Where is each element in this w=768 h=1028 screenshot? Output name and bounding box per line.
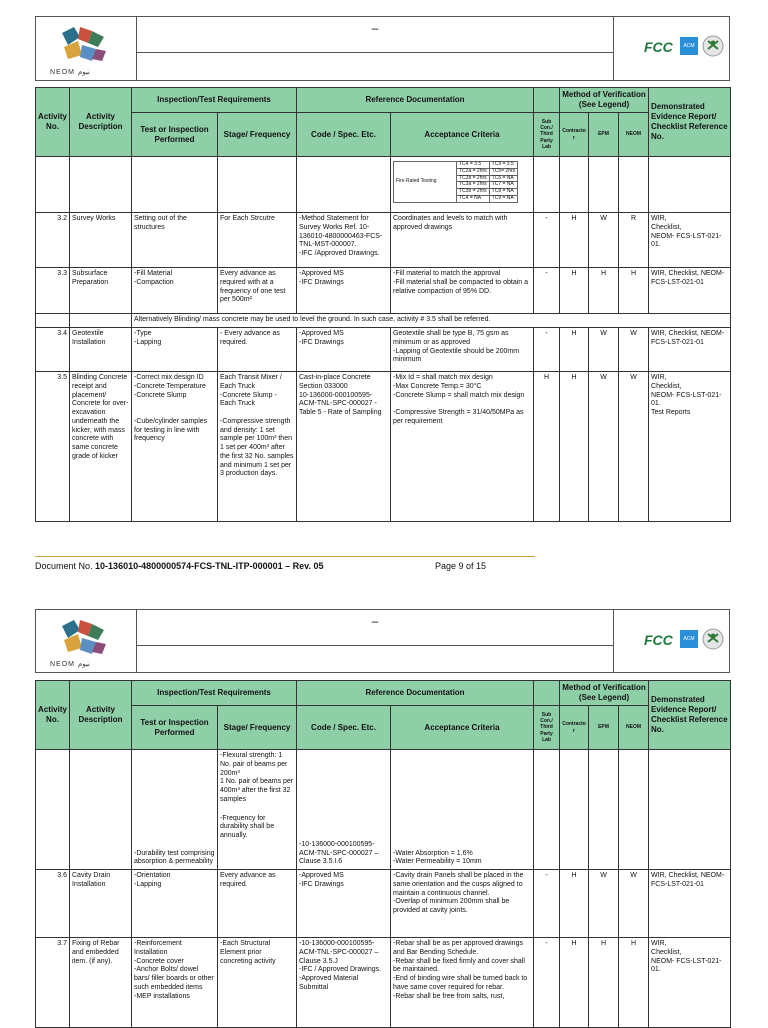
fcc-logo: FCC	[644, 39, 673, 55]
header-activity-no: Activity No.	[36, 88, 70, 157]
header-divider	[137, 52, 613, 53]
header-stage: Stage/ Frequency	[218, 706, 297, 750]
fire-rated-table: Fire Rated Testing TC4 = 3.5 TC9 = 3.5 TC2a = 2hrs TC5= 2hrs TC2b = 2hrs TC6 = NA TC3a = 2hrs TC7 = NA TC3b = 2hrs TC8 = NA TC4 = NA TC9 = NA	[393, 161, 518, 203]
neom-logo	[36, 610, 137, 672]
header-epm: EPM	[589, 706, 619, 750]
table-row: 3.7 Fixing of Rebar and embedded item. (if any). -Reinforcement Installation -Concrete cover -Anchor Bolts/ dowel bars/ filler boards or other such embedded items -MEP installations -Each Structural Element prior concreting activity -10-136000-000100595-ACM-TNL-SPC-000027 – Clause 3.5.J -IFC / Approved Drawings. -Approved Material Submittal -Rebar shall be as per approved drawings and Bar Bending Schedule. -Rebar shall be fixed firmly and cover shall be maintained. -End of binding wire shall be turned back to have same cover required for rebar. -Rebar shall be free from salts, rust, - H H H WIR, Checklist, NEOM- FCS-LST-021-01.	[36, 938, 731, 1028]
blinding-note: Alternatively Blinding/ mass concrete may be used to level the ground. In such case, activity # 3.5 shall be referred.	[132, 314, 731, 328]
table-note-row	[36, 314, 731, 328]
neom-label: NEOM نيوم	[50, 69, 90, 76]
header-method-group: Method of Verification (See Legend)	[560, 681, 649, 706]
header-activity-no: Activity No.	[36, 681, 70, 750]
header-code: Code / Spec. Etc.	[297, 113, 391, 157]
header-subcon: Sub Con./ Third Party Lab	[534, 706, 560, 750]
header-neom: NEOM	[619, 113, 649, 157]
header-inspection-group: Inspection/Test Requirements	[132, 88, 297, 113]
header-code: Code / Spec. Etc.	[297, 706, 391, 750]
table-row-continued	[36, 157, 731, 213]
header-acceptance: Acceptance Criteria	[391, 113, 534, 157]
footer-rule	[35, 556, 535, 557]
header-test: Test or Inspection Performed	[132, 113, 218, 157]
header-title: –	[371, 614, 379, 628]
header-reference-group: Reference Documentation	[297, 88, 534, 113]
header-contractor: Contractor	[560, 113, 589, 157]
table-row: 3.5 Blinding Concrete receipt and placement/ Concrete for over-excavation underneath the kicker, with mass concrete with same concrete grade of kicker -Correct mix design ID -Concrete Temperature -Concrete Slump -Cube/cylinder samples for testing in line with frequency Each Transit Mixer / Each Truck -Concrete Slump - Each Truck -Compressive strength and density: 1 set sample per 100m³ then 1 set per 400m³ after the first 32 No. samples and minimum 1 set per 3 production days. Cast-in-place Concrete Section 033000 10-136000-000100595-ACM-TNL-SPC-000027 - Table 5 - Rate of Sampling -Mix Id = shall match mix design -Max Concrete Temp.= 30°C -Concrete Slump = shall match mix design -Compressive Strength = 31/40/50MPa as per requirement H H W W WIR, Checklist, NEOM- FCS-LST-021-01. Test Reports	[36, 372, 731, 522]
table-row-continued: -Durability test comprising absorption & permeability -Flexural strength: 1 No. pair of beams per 200m³ 1 No. pair of beams per 400m³ after the first 32 samples -Frequency for durability shall be annually. -10-136000-000100595-ACM-TNL-SPC-000027 – Clause 3.5.I.6 -Water Absorption = 1.6% -Water Permeability = 10mm	[36, 750, 731, 870]
itp-table-page-1	[35, 87, 731, 522]
header-blank	[534, 681, 560, 706]
header-evidence: Demonstrated Evidence Report/ Checklist Reference No.	[649, 88, 731, 157]
header-title-cell	[137, 17, 614, 80]
header-subcon: Sub Con./ Third Party Lab	[534, 113, 560, 157]
neom-logo	[36, 17, 137, 80]
partner-logo: ACM	[680, 630, 698, 648]
header-inspection-group: Inspection/Test Requirements	[132, 681, 297, 706]
header-contractor: Contractor	[560, 706, 589, 750]
header-stage: Stage/ Frequency	[218, 113, 297, 157]
neom-logo-icon	[54, 616, 114, 660]
partner-logos	[614, 610, 729, 672]
header-neom: NEOM	[619, 706, 649, 750]
header-acceptance: Acceptance Criteria	[391, 706, 534, 750]
header-activity-desc: Activity Description	[70, 681, 132, 750]
neom-label: NEOM نيوم	[50, 661, 90, 668]
page-number: Page 9 of 15	[435, 561, 487, 571]
fire-rated-cell	[391, 157, 534, 213]
document-number: Document No. 10-136010-4800000574-FCS-TNL-ITP-000001 – Rev. 05	[35, 561, 324, 571]
fcc-logo: FCC	[644, 632, 673, 648]
table-row: 3.2 Survey Works Setting out of the structures For Each Strcutre -Method Statement for Survey Works Ref. 10-136010-4800000463-FCS-TNL-MST-000007. -IFC /Approved Drawings. Coordinates and levels to match with approved drawings - H W R WIR, Checklist, NEOM- FCS-LST-021-01.	[36, 213, 731, 268]
neom-logo-icon	[54, 23, 114, 67]
header-reference-group: Reference Documentation	[297, 681, 534, 706]
header-divider	[137, 645, 613, 646]
document-header	[35, 16, 730, 81]
saudi-emblem-icon	[702, 35, 724, 57]
header-title: –	[371, 21, 379, 35]
partner-logos	[614, 17, 729, 80]
table-row: 3.3 Subsurface Preparation -Fill Material -Compaction Every advance as required with at a frequency of one test per 500m² -Approved MS -IFC Drawings -Fill material to match the approval -Fill material shall be compacted to obtain a relative compaction of 95% DD. - H H H WIR, Checklist, NEOM- FCS-LST-021-01	[36, 268, 731, 314]
header-test: Test or Inspection Performed	[132, 706, 218, 750]
header-evidence: Demonstrated Evidence Report/ Checklist Reference No.	[649, 681, 731, 750]
header-title-cell	[137, 610, 614, 672]
header-blank	[534, 88, 560, 113]
header-method-group: Method of Verification (See Legend)	[560, 88, 649, 113]
table-row: 3.4 Geotextile Installation -Type -Lapping - Every advance as required. -Approved MS -IFC Drawings Geotextile shall be type B, 75 gsm as minimum or as approved -Lapping of Geotextile should be 200mm minimum - H W W WIR, Checklist, NEOM- FCS-LST-021-01	[36, 328, 731, 372]
document-header-2	[35, 609, 730, 673]
saudi-emblem-icon	[702, 628, 724, 650]
partner-logo: ACM	[680, 37, 698, 55]
header-epm: EPM	[589, 113, 619, 157]
itp-table-page-2	[35, 680, 731, 1028]
header-activity-desc: Activity Description	[70, 88, 132, 157]
table-row: 3.6 Cavity Drain Installation -Orientation -Lapping Every advance as required. -Approved MS -IFC Drawings -Cavity drain Panels shall be placed in the same orientation and the cusps aligned to maintain a continuous channel. -Overlap of minimum 200mm shall be provided at cavity joints. - H W W WIR, Checklist, NEOM- FCS-LST-021-01	[36, 870, 731, 938]
fire-label: Fire Rated Testing	[394, 162, 457, 203]
